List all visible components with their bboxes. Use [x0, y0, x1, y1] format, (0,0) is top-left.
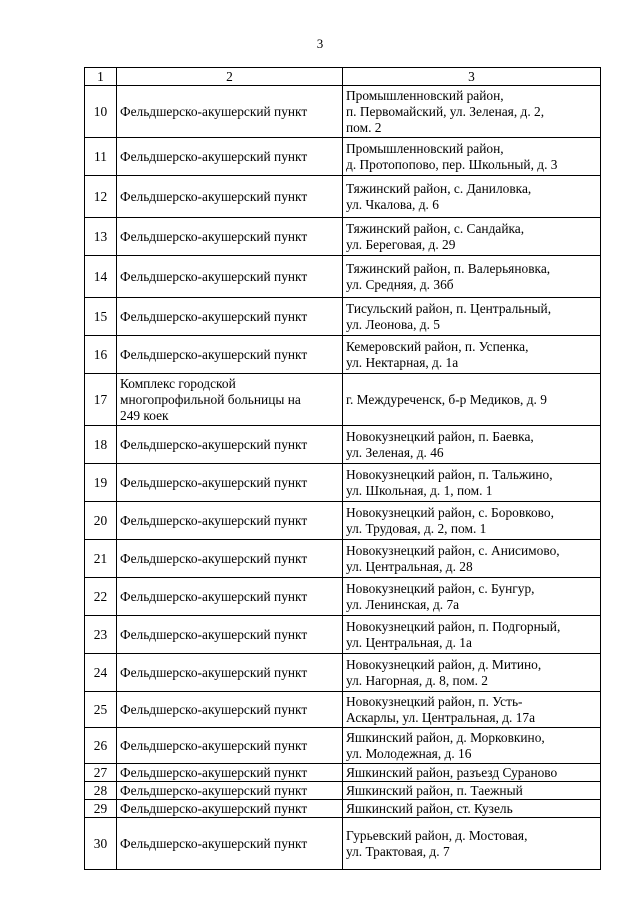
row-number: 25	[85, 692, 117, 728]
address-line: Новокузнецкий район, с. Анисимово,	[346, 542, 560, 558]
address-line: пом. 2	[346, 119, 382, 135]
facility-name	[117, 374, 343, 426]
address-line: Гурьевский район, д. Мостовая,	[346, 827, 528, 843]
row-number: 21	[85, 540, 117, 578]
facility-address	[343, 138, 601, 176]
address-line: ул. Центральная, д. 28	[346, 558, 473, 574]
facility-name: Фельдшерско-акушерский пункт	[117, 502, 343, 540]
facility-name: Фельдшерско-акушерский пункт	[117, 218, 343, 256]
facility-name: Фельдшерско-акушерский пункт	[117, 654, 343, 692]
address-line: Яшкинский район, д. Морковкино,	[346, 729, 545, 745]
row-number: 14	[85, 256, 117, 298]
facility-address	[343, 426, 601, 464]
facility-address	[343, 540, 601, 578]
address-line: ул. Ленинская, д. 7а	[346, 596, 460, 612]
facility-name: Фельдшерско-акушерский пункт	[117, 176, 343, 218]
table-row	[85, 218, 601, 256]
address-line: ул. Молодежная, д. 16	[346, 745, 472, 761]
table-row	[85, 540, 601, 578]
address-line: Новокузнецкий район, п. Усть-	[346, 693, 523, 709]
facility-address	[343, 502, 601, 540]
table-row	[85, 800, 601, 818]
address-line: п. Первомайский, ул. Зеленая, д. 2,	[346, 103, 545, 119]
facility-name: Фельдшерско-акушерский пункт	[117, 540, 343, 578]
facility-address	[343, 86, 601, 138]
address-line: Новокузнецкий район, с. Боровково,	[346, 504, 554, 520]
header-cell-2: 2	[117, 68, 343, 86]
facility-address	[343, 176, 601, 218]
address-line: ул. Школьная, д. 1, пом. 1	[346, 482, 493, 498]
address-line: ул. Зеленая, д. 46	[346, 444, 444, 460]
address-line: ул. Средняя, д. 36б	[346, 276, 454, 292]
facility-name: Фельдшерско-акушерский пункт	[117, 578, 343, 616]
row-number: 11	[85, 138, 117, 176]
table-row	[85, 654, 601, 692]
facility-name: Фельдшерско-акушерский пункт	[117, 298, 343, 336]
address-line: Новокузнецкий район, п. Баевка,	[346, 428, 534, 444]
table-row	[85, 374, 601, 426]
facility-address	[343, 728, 601, 764]
facility-name: Фельдшерско-акушерский пункт	[117, 138, 343, 176]
page-number: 3	[316, 36, 324, 51]
table-row	[85, 138, 601, 176]
facility-name: Фельдшерско-акушерский пункт	[117, 692, 343, 728]
address-line: Тяжинский район, с. Даниловка,	[346, 180, 532, 196]
table-row	[85, 578, 601, 616]
facility-address	[343, 764, 601, 782]
address-line: ул. Леонова, д. 5	[346, 316, 440, 332]
facility-address	[343, 782, 601, 800]
facility-name: Фельдшерско-акушерский пункт	[117, 464, 343, 502]
row-number: 16	[85, 336, 117, 374]
facility-name: Фельдшерско-акушерский пункт	[117, 256, 343, 298]
facility-name: Фельдшерско-акушерский пункт	[117, 800, 343, 818]
address-line: Новокузнецкий район, д. Митино,	[346, 656, 542, 672]
address-line: д. Протопопово, пер. Школьный, д. 3	[346, 156, 558, 172]
address-line: ул. Нектарная, д. 1а	[346, 354, 459, 370]
address-line: Тяжинский район, п. Валерьяновка,	[346, 260, 551, 276]
address-line: ул. Трудовая, д. 2, пом. 1	[346, 520, 487, 536]
table-row	[85, 502, 601, 540]
address-line: г. Междуреченск, б-р Медиков, д. 9	[346, 391, 547, 407]
facility-address	[343, 692, 601, 728]
facility-name: Фельдшерско-акушерский пункт	[117, 728, 343, 764]
address-line: ул. Трактовая, д. 7	[346, 843, 450, 859]
facility-name: Фельдшерско-акушерский пункт	[117, 86, 343, 138]
address-line: Новокузнецкий район, с. Бунгур,	[346, 580, 535, 596]
table-row	[85, 176, 601, 218]
table-row	[85, 256, 601, 298]
facility-address	[343, 298, 601, 336]
facility-name-line: многопрофильной больницы на	[120, 391, 301, 407]
facility-address	[343, 654, 601, 692]
facility-name-line: Комплекс городской	[120, 375, 236, 391]
address-line: ул. Чкалова, д. 6	[346, 196, 439, 212]
table-row	[85, 298, 601, 336]
row-number: 18	[85, 426, 117, 464]
row-number: 28	[85, 782, 117, 800]
row-number: 17	[85, 374, 117, 426]
row-number: 19	[85, 464, 117, 502]
row-number: 24	[85, 654, 117, 692]
table-row	[85, 426, 601, 464]
facility-name: Фельдшерско-акушерский пункт	[117, 336, 343, 374]
table-row	[85, 616, 601, 654]
address-line: Тисульский район, п. Центральный,	[346, 300, 552, 316]
table-row	[85, 764, 601, 782]
table-row	[85, 728, 601, 764]
facility-address	[343, 464, 601, 502]
header-row	[85, 68, 601, 86]
table-row	[85, 86, 601, 138]
facility-address	[343, 256, 601, 298]
facility-address	[343, 218, 601, 256]
facility-name-line: 249 коек	[120, 407, 169, 423]
address-line: Яшкинский район, п. Таежный	[346, 782, 523, 798]
facility-address	[343, 578, 601, 616]
facility-address	[343, 800, 601, 818]
facility-name: Фельдшерско-акушерский пункт	[117, 616, 343, 654]
row-number: 15	[85, 298, 117, 336]
header-cell-3: 3	[343, 68, 601, 86]
address-line: Новокузнецкий район, п. Тальжино,	[346, 466, 553, 482]
table-row	[85, 464, 601, 502]
address-line: ул. Нагорная, д. 8, пом. 2	[346, 672, 488, 688]
facility-address	[343, 616, 601, 654]
address-line: Тяжинский район, с. Сандайка,	[346, 220, 525, 236]
address-line: Кемеровский район, п. Успенка,	[346, 338, 529, 354]
row-number: 26	[85, 728, 117, 764]
facility-name: Фельдшерско-акушерский пункт	[117, 764, 343, 782]
row-number: 27	[85, 764, 117, 782]
row-number: 12	[85, 176, 117, 218]
address-line: Промышленновский район,	[346, 140, 504, 156]
table-row	[85, 818, 601, 870]
table-row	[85, 692, 601, 728]
address-line: Яшкинский район, ст. Кузель	[346, 800, 513, 816]
row-number: 20	[85, 502, 117, 540]
address-line: ул. Центральная, д. 1а	[346, 634, 472, 650]
row-number: 30	[85, 818, 117, 870]
facilities-table	[84, 67, 601, 870]
address-line: Яшкинский район, разъезд Сураново	[346, 764, 558, 780]
row-number: 29	[85, 800, 117, 818]
facility-name: Фельдшерско-акушерский пункт	[117, 782, 343, 800]
address-line: ул. Береговая, д. 29	[346, 236, 456, 252]
facility-address	[343, 336, 601, 374]
address-line: Промышленновский район,	[346, 87, 504, 103]
facility-name: Фельдшерско-акушерский пункт	[117, 426, 343, 464]
table-row	[85, 336, 601, 374]
row-number: 10	[85, 86, 117, 138]
table-row	[85, 782, 601, 800]
address-line: Аскарлы, ул. Центральная, д. 17а	[346, 709, 536, 725]
facility-address	[343, 818, 601, 870]
address-line: Новокузнецкий район, п. Подгорный,	[346, 618, 561, 634]
facility-name: Фельдшерско-акушерский пункт	[117, 818, 343, 870]
facility-address	[343, 374, 601, 426]
header-cell-1: 1	[85, 68, 117, 86]
row-number: 13	[85, 218, 117, 256]
row-number: 23	[85, 616, 117, 654]
row-number: 22	[85, 578, 117, 616]
